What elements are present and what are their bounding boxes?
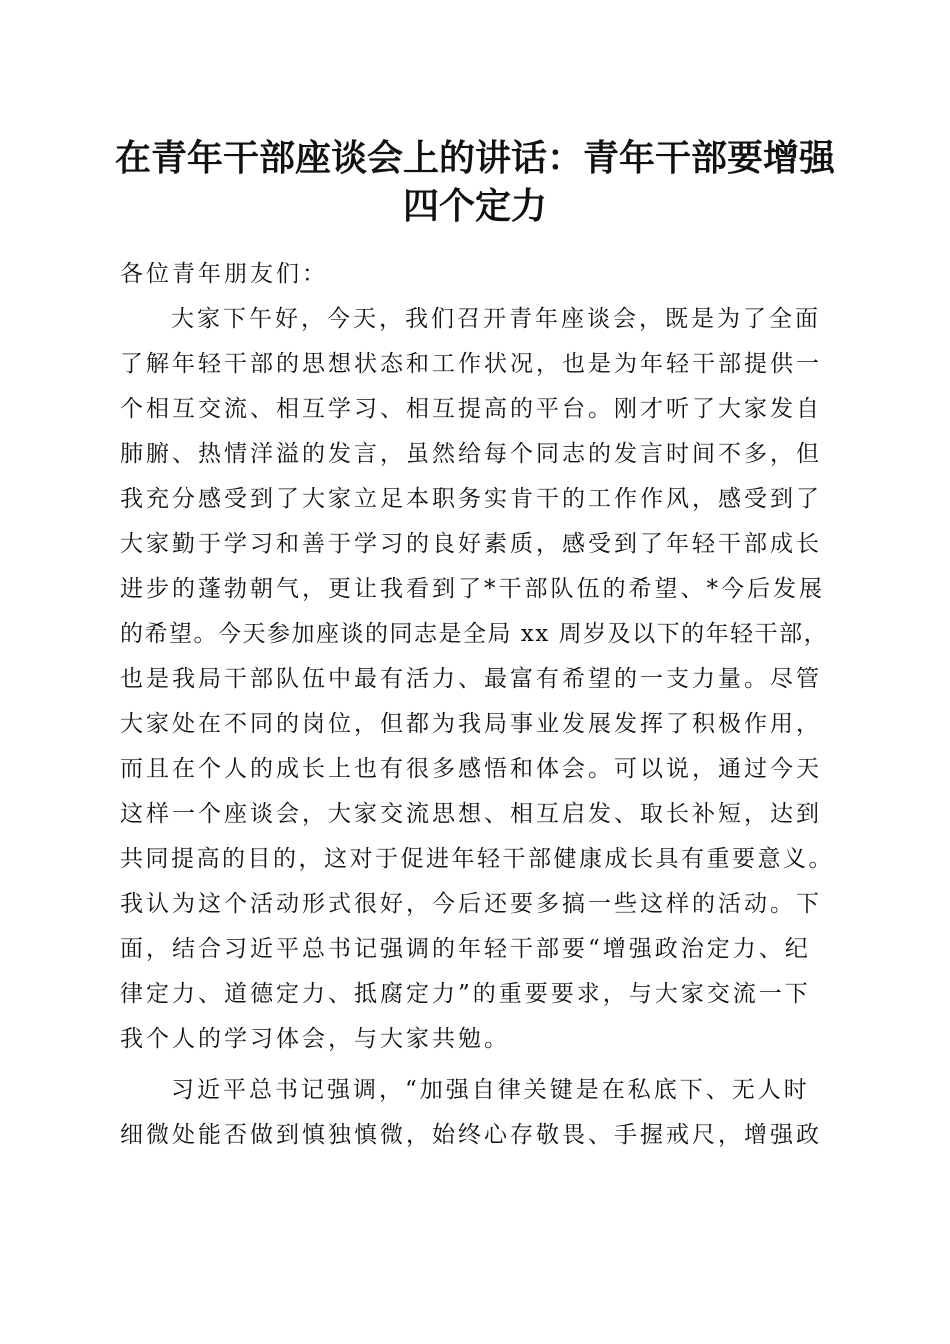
document-body [120, 252, 840, 1158]
paragraph-2-line: 细微处能否做到慎独慎微，始终心存敬畏、手握戒尺，增强政 [120, 1122, 822, 1148]
paragraph-1-line: 也是我局干部队伍中最有活力、最富有希望的一支力量。尽管 [120, 666, 822, 692]
paragraph-1-line: 我个人的学习体会，与大家共勉。 [120, 1026, 510, 1052]
paragraph-1-line: 大家下午好，今天，我们召开青年座谈会，既是为了全面 [171, 306, 821, 332]
paragraph-1-line: 共同提高的目的，这对于促进年轻干部健康成长具有重要意义。 [120, 846, 834, 872]
paragraph-1-line: 大家处在不同的岗位，但都为我局事业发展发挥了积极作用， [120, 711, 822, 737]
paragraph-1-line: 我充分感受到了大家立足本职务实肯干的工作作风，感受到了 [120, 486, 822, 512]
document-title [110, 134, 840, 230]
paragraph-1-line: 了解年轻干部的思想状态和工作状况，也是为年轻干部提供一 [120, 351, 822, 377]
title-line-2: 四个定力 [402, 185, 547, 227]
paragraph-1-line: 大家勤于学习和善于学习的良好素质，感受到了年轻干部成长 [120, 531, 822, 557]
paragraph-1-line: 而且在个人的成长上也有很多感悟和体会。可以说，通过今天 [120, 756, 822, 782]
paragraph-1-line: 的希望。今天参加座谈的同志是全局 xx 周岁及以下的年轻干部， [120, 621, 829, 647]
paragraph-1 [120, 297, 840, 1062]
paragraph-1-line: 进步的蓬勃朝气，更让我看到了*干部队伍的希望、*今后发展 [120, 576, 825, 602]
salutation: 各位青年朋友们： [120, 261, 328, 287]
paragraph-2-line: 习近平总书记强调，“加强自律关键是在私底下、无人时 [171, 1077, 810, 1103]
paragraph-1-line: 面，结合习近平总书记强调的年轻干部要“增强政治定力、纪 [120, 936, 811, 962]
paragraph-1-line: 律定力、道德定力、抵腐定力”的重要要求，与大家交流一下 [120, 981, 811, 1007]
paragraph-1-line: 这样一个座谈会，大家交流思想、相互启发、取长补短，达到 [120, 801, 822, 827]
paragraph-1-line: 我认为这个活动形式很好，今后还要多搞一些这样的活动。下 [120, 891, 822, 917]
paragraph-1-line: 肺腑、热情洋溢的发言，虽然给每个同志的发言时间不多，但 [120, 441, 822, 467]
title-line-1: 在青年干部座谈会上的讲话：青年干部要增强 [114, 137, 835, 179]
paragraph-1-line: 个相互交流、相互学习、相互提高的平台。刚才听了大家发自 [120, 396, 822, 422]
paragraph-2 [120, 1068, 840, 1158]
